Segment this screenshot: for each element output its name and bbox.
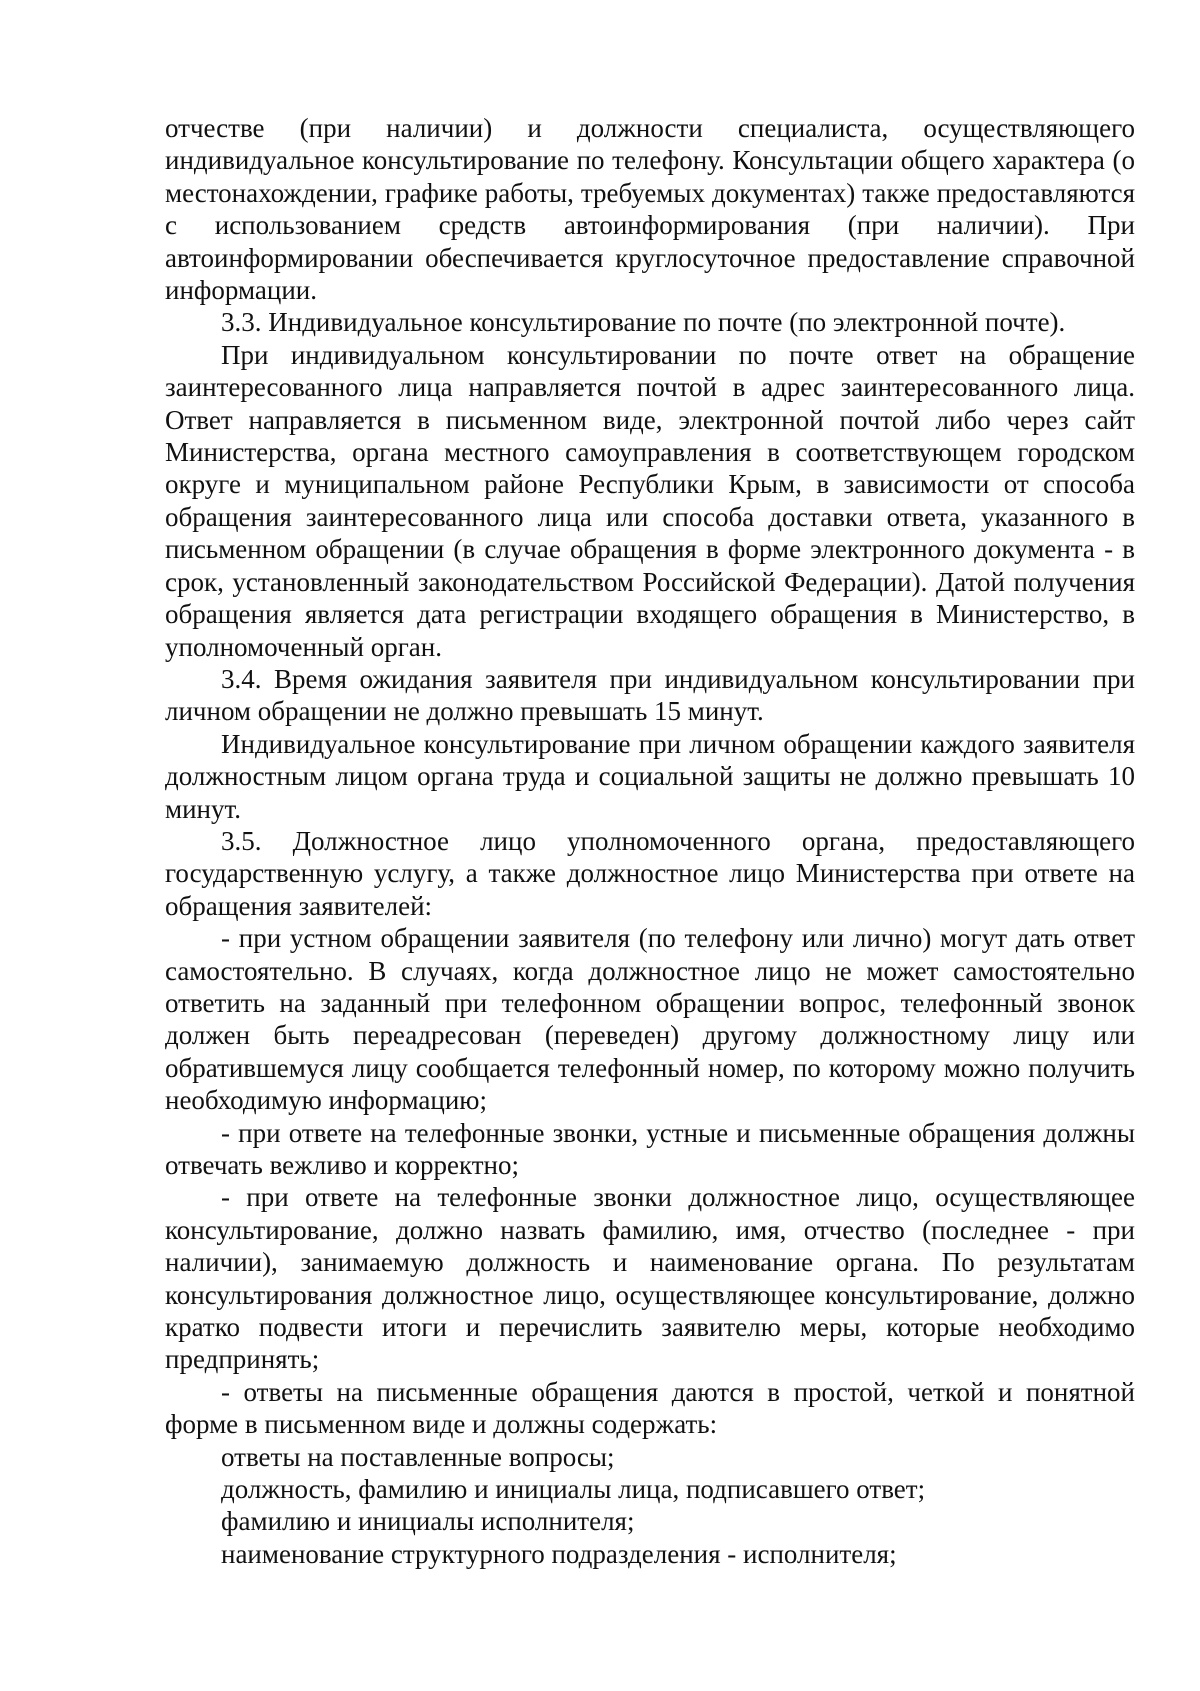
paragraph-written-answers: - ответы на письменные обращения даются в простой, четкой и понятной форме в письменном виде и должны содержать: — [165, 1376, 1135, 1440]
paragraph-continuation: отчестве (при наличии) и должности специалиста, осуществляющего индивидуальное консультирование по телефону. Консультации общего характера (о местонахождении, графике работы, требуемых документах) также предоставляются с использованием средств автоинформирования (при наличии). При автоинформировании обеспечивается круглосуточное предоставление справочной информации. — [165, 113, 1135, 306]
paragraph-3-3-heading: 3.3. Индивидуальное консультирование по почте (по электронной почте). — [221, 307, 1066, 338]
list-item: наименование структурного подразделения - исполнителя; — [221, 1538, 897, 1569]
document-page — [165, 112, 1135, 1570]
paragraph-3-4: 3.4. Время ожидания заявителя при индивидуальном консультировании при личном обращении не должно превышать 15 минут. — [165, 663, 1135, 727]
paragraph-personal-consulting: Индивидуальное консультирование при личном обращении каждого заявителя должностным лицом органа труда и социальной защиты не должно превышать 10 минут. — [165, 728, 1135, 824]
paragraph-phone-answers: - при ответе на телефонные звонки должностное лицо, осуществляющее консультирование, должно назвать фамилию, имя, отчество (последнее - при наличии), занимаемую должность и наименование органа. По результатам консультирования должностное лицо, осуществляющее консультирование, должно кратко подвести итоги и перечислить заявителю меры, которые необходимо предпринять; — [165, 1182, 1135, 1375]
paragraph-3-5: 3.5. Должностное лицо уполномоченного органа, предоставляющего государственную услугу, а также должностное лицо Министерства при ответе на обращения заявителей: — [165, 825, 1135, 921]
list-item: должность, фамилию и инициалы лица, подписавшего ответ; — [221, 1474, 926, 1505]
list-item: ответы на поставленные вопросы; — [221, 1441, 615, 1472]
paragraph-mail-consulting: При индивидуальном консультировании по почте ответ на обращение заинтересованного лица направляется почтой в адрес заинтересованного лица. Ответ направляется в письменном виде, электронной почтой либо через сайт Министерства, органа местного самоуправления в соответствующем городском округе и муниципальном районе Республики Крым, в зависимости от способа обращения заинтересованного лица или способа доставки ответа, указанного в письменном обращении (в случае обращения в форме электронного документа - в срок, установленный законодательством Российской Федерации). Датой получения обращения является дата регистрации входящего обращения в Министерство, в уполномоченный орган. — [165, 339, 1135, 662]
paragraph-polite-answers: - при ответе на телефонные звонки, устные и письменные обращения должны отвечать вежливо и корректно; — [165, 1117, 1135, 1180]
list-item: фамилию и инициалы исполнителя; — [221, 1506, 635, 1537]
paragraph-oral-appeal: - при устном обращении заявителя (по телефону или лично) могут дать ответ самостоятельно. В случаях, когда должностное лицо не может самостоятельно ответить на заданный при телефонном обращении вопрос, телефонный звонок должен быть переадресован (переведен) другому должностному лицу или обратившемуся лицу сообщается телефонный номер, по которому можно получить необходимую информацию; — [165, 923, 1135, 1116]
